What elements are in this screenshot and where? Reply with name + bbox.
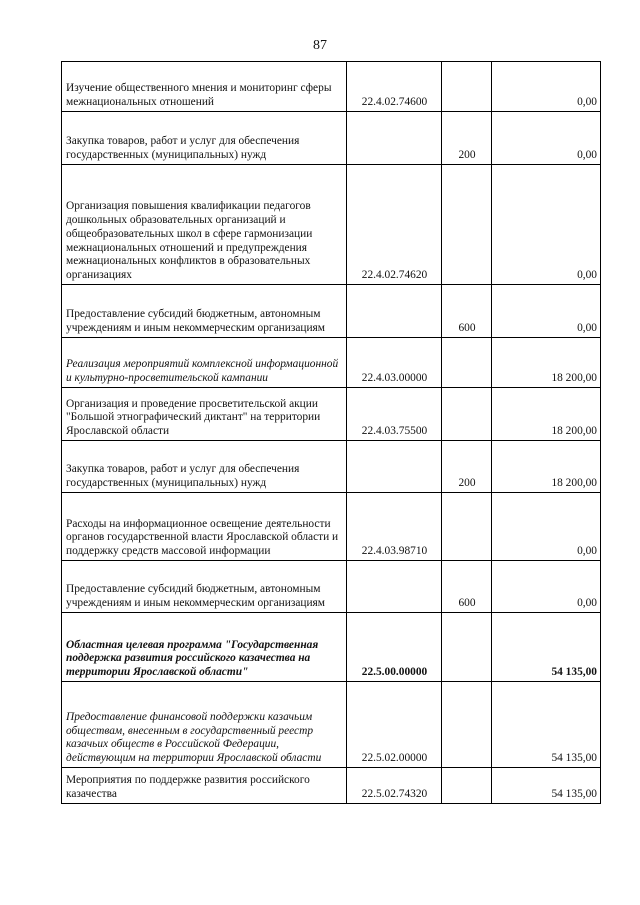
row-name-cell: Областная целевая программа "Государственная поддержка развития российского казачества на территории Ярославской области"	[62, 613, 347, 682]
row-expense-type-cell: 600	[442, 561, 492, 613]
row-code-cell: 22.5.02.74320	[347, 768, 442, 804]
row-code-cell	[347, 285, 442, 338]
row-expense-type-cell	[442, 62, 492, 112]
row-name-cell: Реализация мероприятий комплексной информационной и культурно-просветительской кампании	[62, 338, 347, 388]
row-amount-cell: 18 200,00	[492, 441, 601, 493]
row-code-cell: 22.4.03.00000	[347, 338, 442, 388]
row-name-cell: Организация и проведение просветительской акции "Большой этнографический диктант" на территории Ярославской области	[62, 388, 347, 441]
row-name-cell: Расходы на информационное освещение деятельности органов государственной власти Ярославской области и поддержку средств массовой информации	[62, 493, 347, 561]
row-expense-type-cell	[442, 338, 492, 388]
table-row	[62, 493, 601, 561]
row-expense-type-cell	[442, 388, 492, 441]
row-amount-cell: 0,00	[492, 165, 601, 285]
row-amount-cell: 18 200,00	[492, 388, 601, 441]
row-amount-cell: 0,00	[492, 62, 601, 112]
table-row	[62, 388, 601, 441]
row-code-cell	[347, 112, 442, 165]
row-expense-type-cell	[442, 613, 492, 682]
table-row	[62, 682, 601, 768]
row-name-cell: Предоставление субсидий бюджетным, автономным учреждениям и иным некоммерческим организациям	[62, 285, 347, 338]
row-amount-cell: 0,00	[492, 561, 601, 613]
table-row	[62, 112, 601, 165]
table-row	[62, 613, 601, 682]
row-amount-cell: 18 200,00	[492, 338, 601, 388]
row-name-cell: Организация повышения квалификации педагогов дошкольных образовательных организаций и общеобразовательных школ в сфере гармонизации межнациональных отношений и предупреждения межнациональных конфликтов в образовательных организациях	[62, 165, 347, 285]
table-row	[62, 561, 601, 613]
row-name-cell: Предоставление субсидий бюджетным, автономным учреждениям и иным некоммерческим организациям	[62, 561, 347, 613]
row-expense-type-cell	[442, 165, 492, 285]
row-expense-type-cell: 200	[442, 112, 492, 165]
row-amount-cell: 0,00	[492, 493, 601, 561]
row-amount-cell: 54 135,00	[492, 682, 601, 768]
row-expense-type-cell: 200	[442, 441, 492, 493]
table-row	[62, 285, 601, 338]
table-row	[62, 441, 601, 493]
row-name-cell: Мероприятия по поддержке развития российского казачества	[62, 768, 347, 804]
row-expense-type-cell	[442, 768, 492, 804]
table-row	[62, 338, 601, 388]
row-name-cell: Закупка товаров, работ и услуг для обеспечения государственных (муниципальных) нужд	[62, 441, 347, 493]
budget-table	[61, 61, 601, 804]
table-row	[62, 768, 601, 804]
table-row	[62, 62, 601, 112]
row-name-cell: Изучение общественного мнения и мониторинг сферы межнациональных отношений	[62, 62, 347, 112]
row-amount-cell: 54 135,00	[492, 768, 601, 804]
row-amount-cell: 54 135,00	[492, 613, 601, 682]
row-code-cell: 22.4.03.75500	[347, 388, 442, 441]
row-expense-type-cell	[442, 493, 492, 561]
row-code-cell: 22.4.02.74600	[347, 62, 442, 112]
row-name-cell: Закупка товаров, работ и услуг для обеспечения государственных (муниципальных) нужд	[62, 112, 347, 165]
row-name-cell: Предоставление финансовой поддержки казачьим обществам, внесенным в государственный реестр казачьих обществ в Российской Федерации, действующим на территории Ярославской области	[62, 682, 347, 768]
row-code-cell: 22.5.00.00000	[347, 613, 442, 682]
row-code-cell: 22.4.02.74620	[347, 165, 442, 285]
row-code-cell	[347, 561, 442, 613]
row-amount-cell: 0,00	[492, 285, 601, 338]
page-number: 87	[313, 38, 327, 53]
row-code-cell	[347, 441, 442, 493]
budget-table-body	[62, 62, 601, 804]
table-row	[62, 165, 601, 285]
row-expense-type-cell: 600	[442, 285, 492, 338]
row-amount-cell: 0,00	[492, 112, 601, 165]
row-code-cell: 22.5.02.00000	[347, 682, 442, 768]
row-expense-type-cell	[442, 682, 492, 768]
row-code-cell: 22.4.03.98710	[347, 493, 442, 561]
